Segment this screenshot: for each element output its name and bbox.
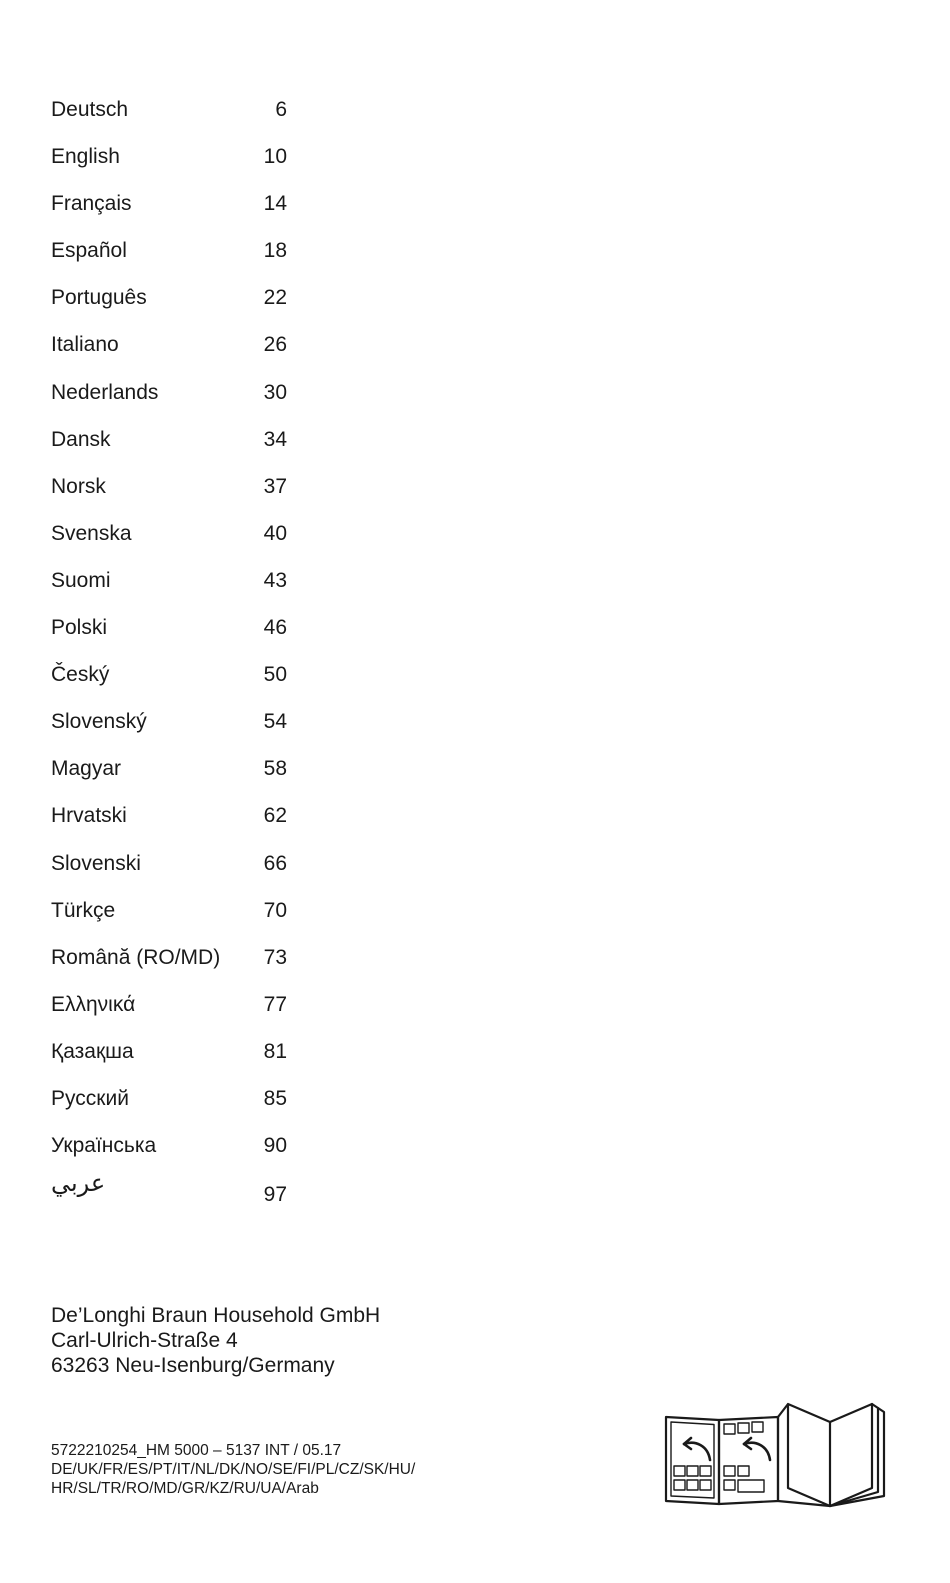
toc-row-slovenski [51,846,287,893]
city-country: 63263 Neu-Isenburg/Germany [51,1354,335,1377]
toc-row-turkce [51,893,287,940]
toc-language: Español [51,239,127,263]
toc-page-number: 58 [263,757,287,781]
toc-row-portugues [51,280,287,327]
fold-out-book-icon [664,1400,890,1508]
toc-page-number: 85 [263,1086,287,1110]
toc-page-number: 26 [263,333,287,357]
company-address [51,1303,380,1378]
toc-language: Český [51,663,110,687]
toc-page-number: 14 [263,192,287,216]
country-codes-line-2: HR/SL/TR/RO/MD/GR/KZ/RU/UA/Arab [51,1480,319,1497]
toc-page-number: 54 [263,710,287,734]
table-of-contents [51,92,287,1222]
toc-page-number: 81 [263,1039,287,1063]
toc-page-number: 62 [263,804,287,828]
toc-language: Português [51,286,147,310]
toc-page-number: 43 [263,568,287,592]
toc-language: Magyar [51,757,122,781]
toc-language: Svenska [51,521,132,545]
toc-page-number: 73 [263,945,287,969]
toc-language: Ελληνικά [51,992,136,1016]
toc-row-slovensky [51,704,287,751]
toc-row-english [51,139,287,186]
toc-page-number: 77 [263,992,287,1016]
toc-language: Türkçe [51,898,116,922]
toc-row-arabic [51,1169,287,1222]
toc-language: Deutsch [51,98,129,121]
toc-page-number: 40 [263,521,287,545]
toc-row-magyar [51,751,287,798]
country-codes-line-1: DE/UK/FR/ES/PT/IT/NL/DK/NO/SE/FI/PL/CZ/SK/HU/ [51,1461,416,1478]
toc-language: Français [51,192,132,216]
toc-language: Română (RO/MD) [51,945,221,969]
toc-row-ellinika [51,987,287,1034]
toc-row-russkiy [51,1081,287,1128]
street-address: Carl-Ulrich-Straße 4 [51,1329,238,1352]
toc-language: Hrvatski [51,804,127,828]
toc-row-cesky [51,657,287,704]
product-code: 5722210254_HM 5000 – 5137 INT / 05.17 [51,1442,342,1459]
toc-row-romana [51,940,287,987]
toc-page-number: 37 [263,474,287,498]
toc-page-number: 10 [263,145,287,169]
toc-language: Suomi [51,568,111,592]
toc-page-number: 22 [263,286,287,310]
toc-row-italiano [51,327,287,374]
toc-page-number: 18 [263,239,287,263]
toc-language: English [51,145,120,169]
toc-row-polski [51,610,287,657]
toc-language: Қазақша [51,1039,134,1063]
toc-page-number: 70 [263,898,287,922]
toc-language: عربي [51,1169,106,1198]
toc-language: Italiano [51,333,119,357]
document-codes [51,1441,415,1498]
toc-language: Українська [51,1134,157,1158]
toc-page-number: 90 [263,1134,287,1158]
toc-page-number: 66 [263,851,287,875]
toc-row-kazakhsha [51,1034,287,1081]
toc-language: Slovenský [51,710,147,734]
toc-row-hrvatski [51,798,287,845]
toc-row-francais [51,186,287,233]
toc-language: Русский [51,1086,129,1110]
toc-language: Slovenski [51,851,141,875]
toc-page-number: 30 [263,380,287,404]
toc-row-espanol [51,233,287,280]
toc-page-number: 6 [275,98,287,121]
toc-page-number: 50 [263,663,287,687]
toc-row-deutsch [51,92,287,139]
toc-row-svenska [51,516,287,563]
toc-row-dansk [51,422,287,469]
toc-row-suomi [51,563,287,610]
toc-language: Norsk [51,474,106,498]
company-name: De’Longhi Braun Household GmbH [51,1304,381,1327]
toc-row-norsk [51,469,287,516]
toc-page-number: 97 [263,1183,287,1207]
toc-page-number: 34 [263,427,287,451]
toc-row-nederlands [51,375,287,422]
toc-page-number: 46 [263,616,287,640]
toc-language: Polski [51,616,108,640]
toc-language: Nederlands [51,380,159,404]
toc-language: Dansk [51,427,111,451]
